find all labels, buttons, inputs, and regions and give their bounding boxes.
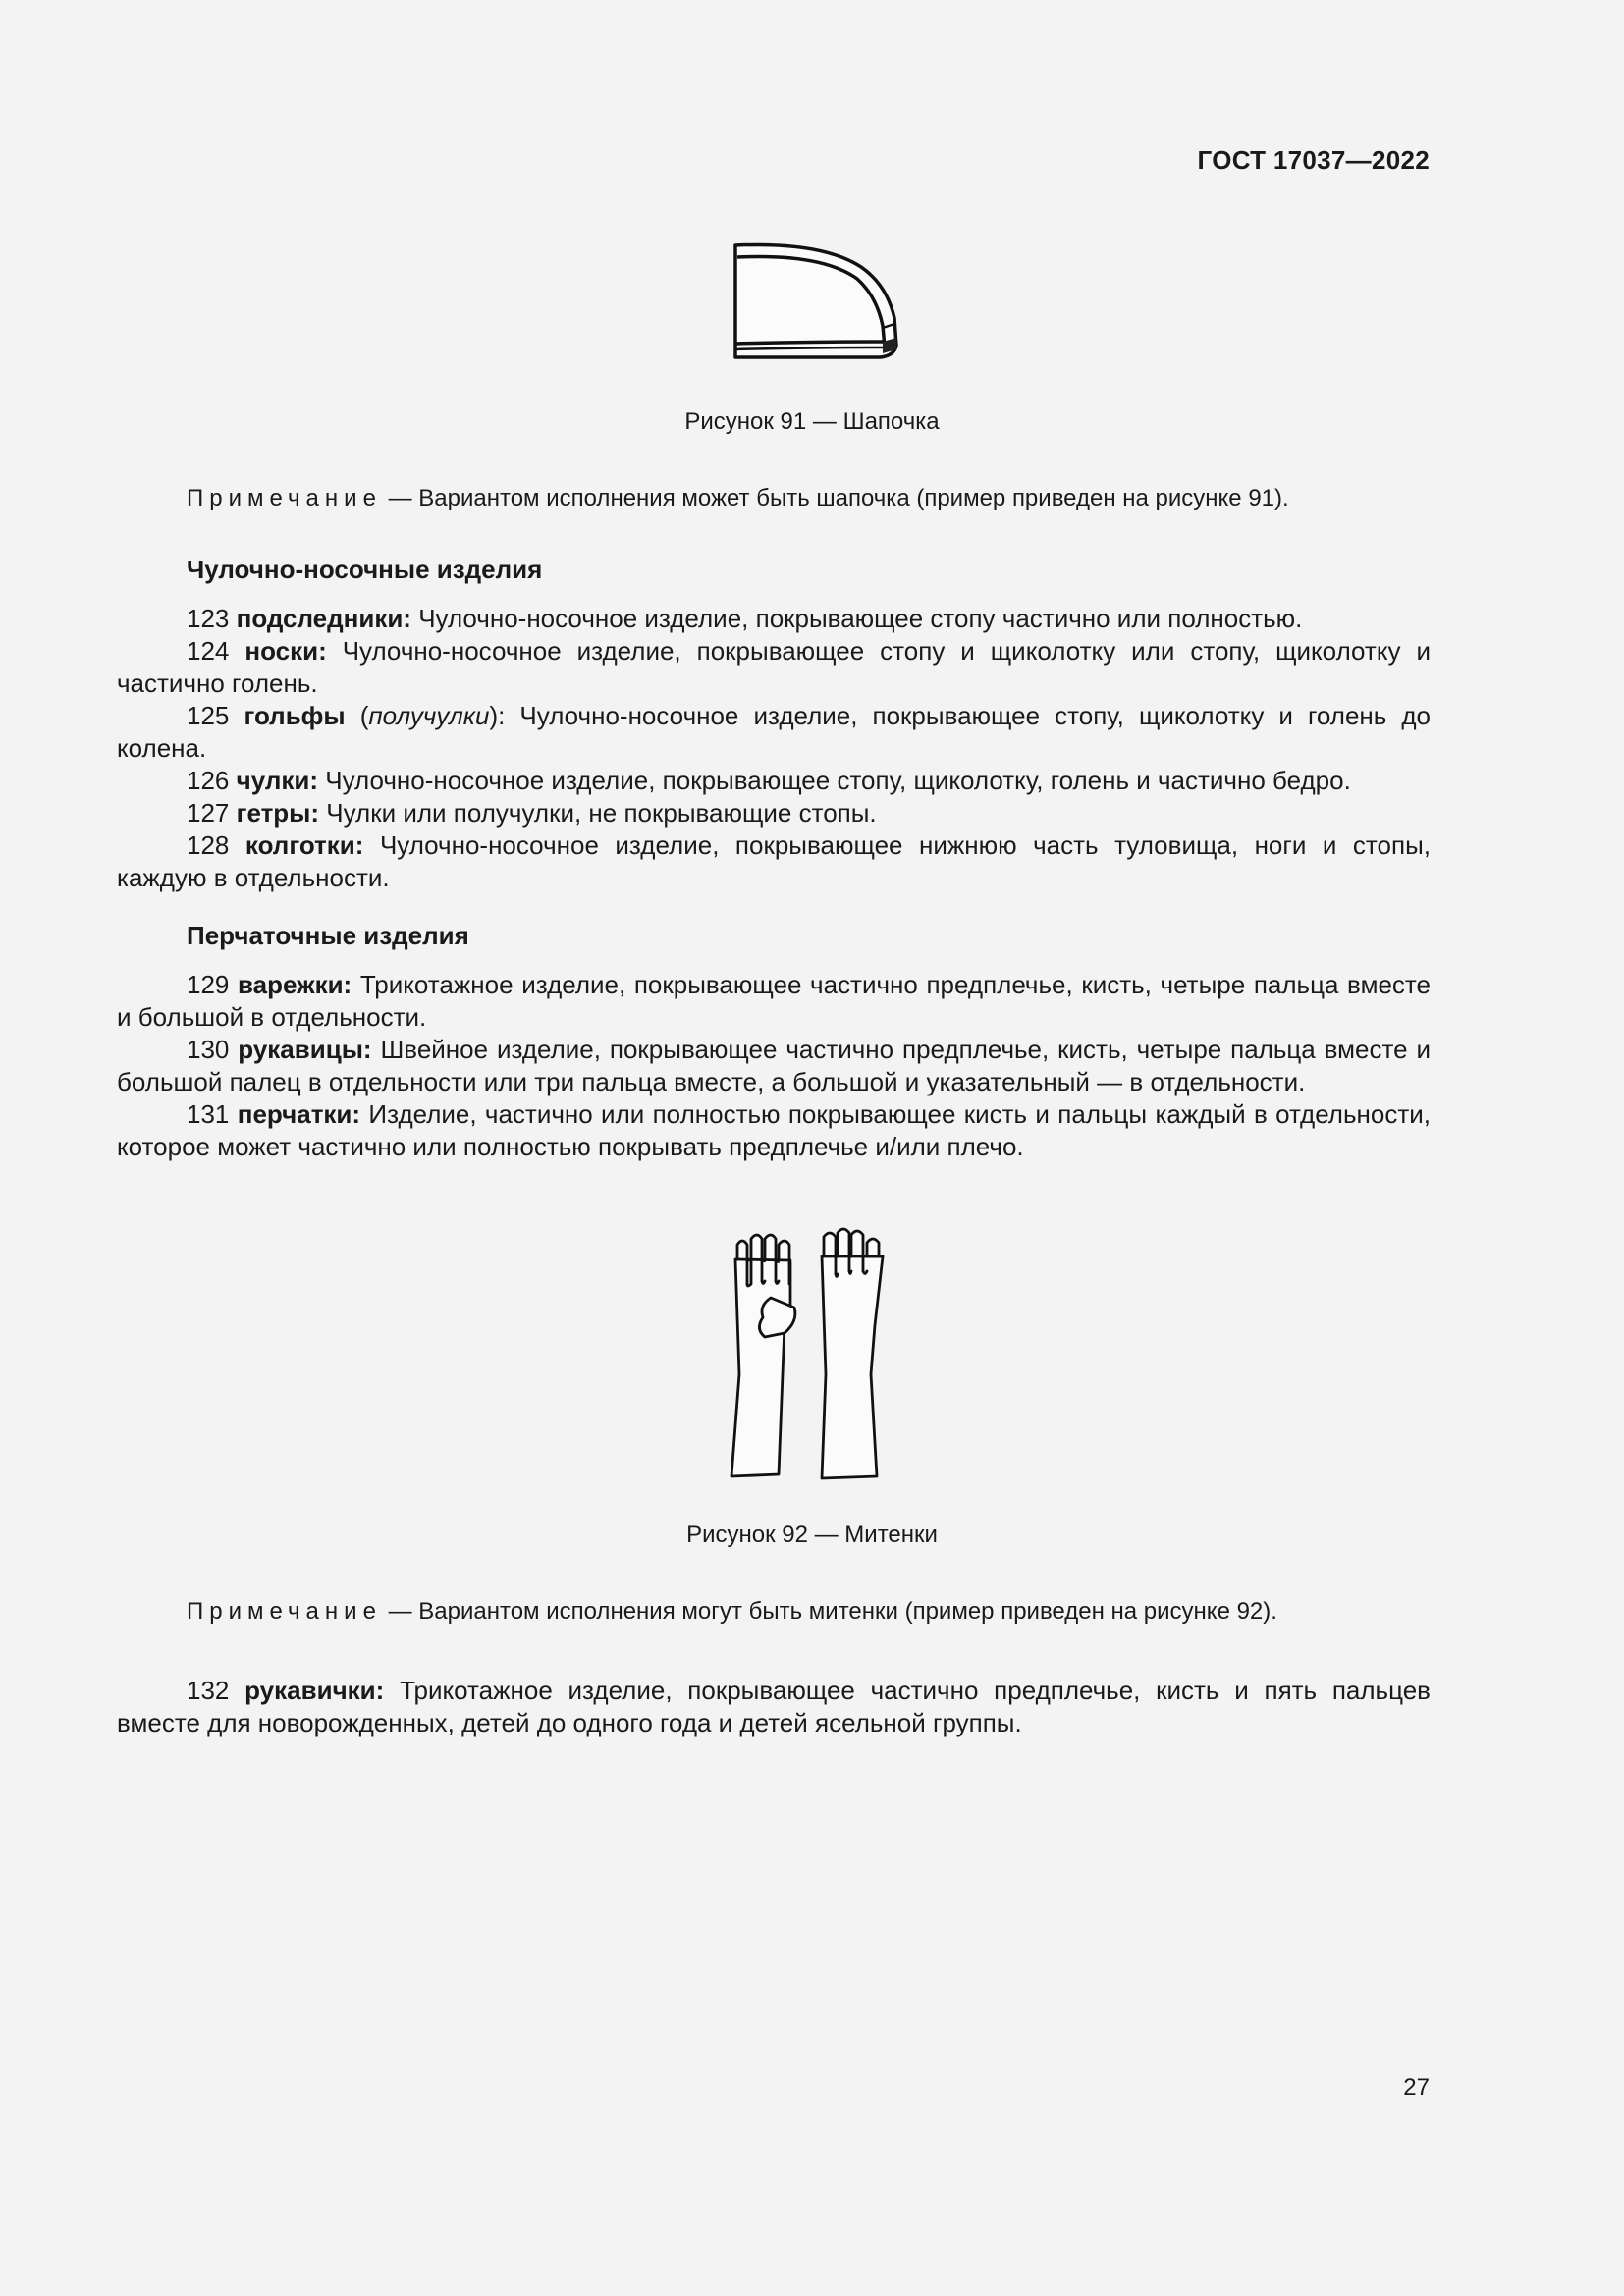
definition-text: Изделие, частично или полностью покрывающее кисть и пальцы каждый в отдельности, которое может частично или полностью покрывать предплечье и/или плечо. [117, 1099, 1431, 1161]
item-number: 125 [187, 701, 230, 730]
definition-131 [117, 1098, 1431, 1163]
definition-text: Чулки или получулки, не покрывающие стопы. [319, 798, 877, 828]
definition-text: Чулочно-носочное изделие, покрывающее стопу частично или полностью. [410, 604, 1303, 633]
document-code: ГОСТ 17037—2022 [1197, 145, 1430, 175]
term: носки: [244, 636, 327, 666]
term: гольфы [244, 701, 346, 730]
definition-text: Чулочно-носочное изделие, покрывающее нижнюю часть туловища, ноги и стопы, каждую в отдельности. [117, 830, 1431, 892]
section-heading-hosiery: Чулочно-носочные изделия [187, 555, 543, 584]
item-number: 127 [187, 798, 230, 828]
definition-text: Трикотажное изделие, покрывающее частично предплечье, кисть и пять пальцев вместе для новорожденных, детей до одного года и детей ясельной группы. [117, 1676, 1431, 1737]
page-number: 27 [1403, 2074, 1430, 2101]
note-text: — Вариантом исполнения может быть шапочка (пример приведен на рисунке 91). [388, 485, 1289, 511]
hosiery-definitions [117, 603, 1431, 894]
note-label: Примечание [187, 1598, 382, 1625]
term: перчатки: [237, 1099, 361, 1129]
definition-127 [117, 797, 1431, 829]
figure-91-caption: Рисунок 91 — Шапочка [684, 408, 940, 435]
term: чулки: [236, 766, 319, 795]
definition-132-block [117, 1675, 1431, 1739]
definition-125 [117, 700, 1431, 765]
term-synonym: получулки [368, 701, 490, 730]
definition-129 [117, 969, 1431, 1034]
definition-130 [117, 1034, 1431, 1098]
item-number: 123 [187, 604, 230, 633]
note-label: Примечание [187, 485, 382, 511]
item-number: 126 [187, 766, 230, 795]
figure-92-mittens-drawing [0, 1227, 1624, 1497]
item-number: 130 [187, 1035, 230, 1064]
gloves-definitions [117, 969, 1431, 1163]
note-1 [187, 485, 1434, 512]
section-heading-gloves: Перчаточные изделия [187, 921, 469, 950]
definition-text: ): Чулочно-носочное изделие, покрывающее стопу, щиколотку и голень до колена. [117, 701, 1431, 763]
definition-text: Швейное изделие, покрывающее частично предплечье, кисть, четыре пальца вместе и большой палец в отдельности или три пальца вместе, а большой и указательный — в отдельности. [117, 1035, 1431, 1096]
definition-126 [117, 765, 1431, 797]
term: варежки: [238, 970, 352, 999]
term: рукавицы: [238, 1035, 372, 1064]
fingerless-gloves-illustration [704, 1227, 920, 1492]
note-text: — Вариантом исполнения могут быть митенки (пример приведен на рисунке 92). [388, 1598, 1277, 1625]
note-2 [187, 1598, 1434, 1626]
definition-123 [117, 603, 1431, 635]
item-number: 128 [187, 830, 230, 860]
term: подследники: [236, 604, 411, 633]
definition-text: Чулочно-носочное изделие, покрывающее стопу и щиколотку или стопу, щиколотку и частично голень. [117, 636, 1431, 698]
term: рукавички: [244, 1676, 385, 1705]
definition-text: Трикотажное изделие, покрывающее частично предплечье, кисть, четыре пальца вместе и большой в отдельности. [117, 970, 1431, 1032]
paren-open: ( [345, 701, 369, 730]
definition-124 [117, 635, 1431, 700]
item-number: 131 [187, 1099, 230, 1129]
figure-91-cap-drawing [0, 228, 1624, 380]
definition-132 [117, 1675, 1431, 1739]
item-number: 124 [187, 636, 230, 666]
figure-92-caption: Рисунок 92 — Митенки [686, 1522, 938, 1548]
cap-illustration [714, 228, 910, 375]
item-number: 132 [187, 1676, 230, 1705]
term: гетры: [236, 798, 320, 828]
item-number: 129 [187, 970, 230, 999]
definition-text: Чулочно-носочное изделие, покрывающее стопу, щиколотку, голень и частично бедро. [318, 766, 1351, 795]
term: колготки: [244, 830, 364, 860]
definition-128 [117, 829, 1431, 894]
